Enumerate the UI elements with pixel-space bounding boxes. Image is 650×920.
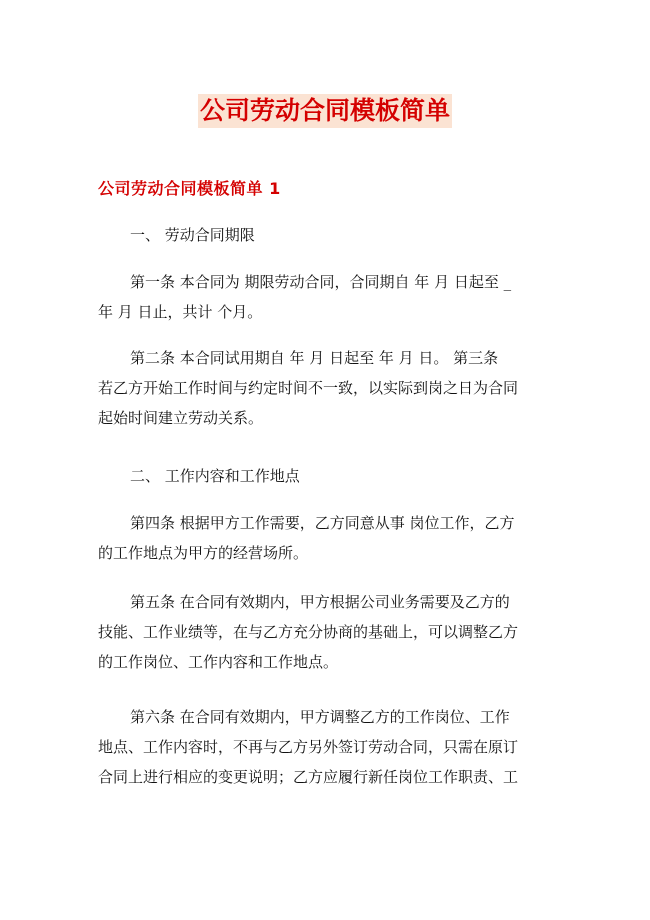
paragraph-article-1 xyxy=(98,267,570,327)
paragraph-line: 一、 劳动合同期限 xyxy=(130,226,255,244)
paragraph-line: 第四条 根据甲方工作需要，乙方同意从事 岗位工作，乙方 xyxy=(130,514,515,532)
paragraph-article-2-3 xyxy=(98,343,570,433)
paragraph-line: 若乙方开始工作时间与约定时间不一致，以实际到岗之日为合同 xyxy=(98,379,519,397)
paragraph-line: 起始时间建立劳动关系。 xyxy=(98,409,264,427)
paragraph-line: 的工作地点为甲方的经营场所。 xyxy=(98,544,309,562)
paragraph-article-5 xyxy=(98,587,570,677)
paragraph-work-heading xyxy=(98,461,570,491)
paragraph-line: 第六条 在合同有效期内，甲方调整乙方的工作岗位、工作 xyxy=(130,708,510,726)
paragraph-line: 合同上进行相应的变更说明；乙方应履行新任岗位工作职责、工 xyxy=(98,768,519,786)
paragraph-line: 第五条 在合同有效期内，甲方根据公司业务需要及乙方的 xyxy=(130,593,510,611)
paragraph-term-heading xyxy=(98,220,570,250)
paragraph-line: 年 月 日止，共计 个月。 xyxy=(98,303,263,321)
paragraph-article-4 xyxy=(98,508,570,568)
title-container xyxy=(0,94,650,128)
paragraph-line: 地点、工作内容时，不再与乙方另外签订劳动合同，只需在原订 xyxy=(98,738,519,756)
section-heading: 公司劳动合同模板简单 1 xyxy=(98,179,281,198)
paragraph-line: 的工作岗位、工作内容和工作地点。 xyxy=(98,653,339,671)
paragraph-line: 技能、工作业绩等，在与乙方充分协商的基础上，可以调整乙方 xyxy=(98,623,519,641)
paragraph-line: 二、 工作内容和工作地点 xyxy=(130,467,300,485)
document-title: 公司劳动合同模板简单 xyxy=(198,94,452,128)
paragraph-line: 第二条 本合同试用期自 年 月 日起至 年 月 日。 第三条 xyxy=(130,349,499,367)
paragraph-article-6 xyxy=(98,702,570,792)
paragraph-line: 第一条 本合同为 期限劳动合同，合同期自 年 月 日起至 _ xyxy=(130,273,512,291)
